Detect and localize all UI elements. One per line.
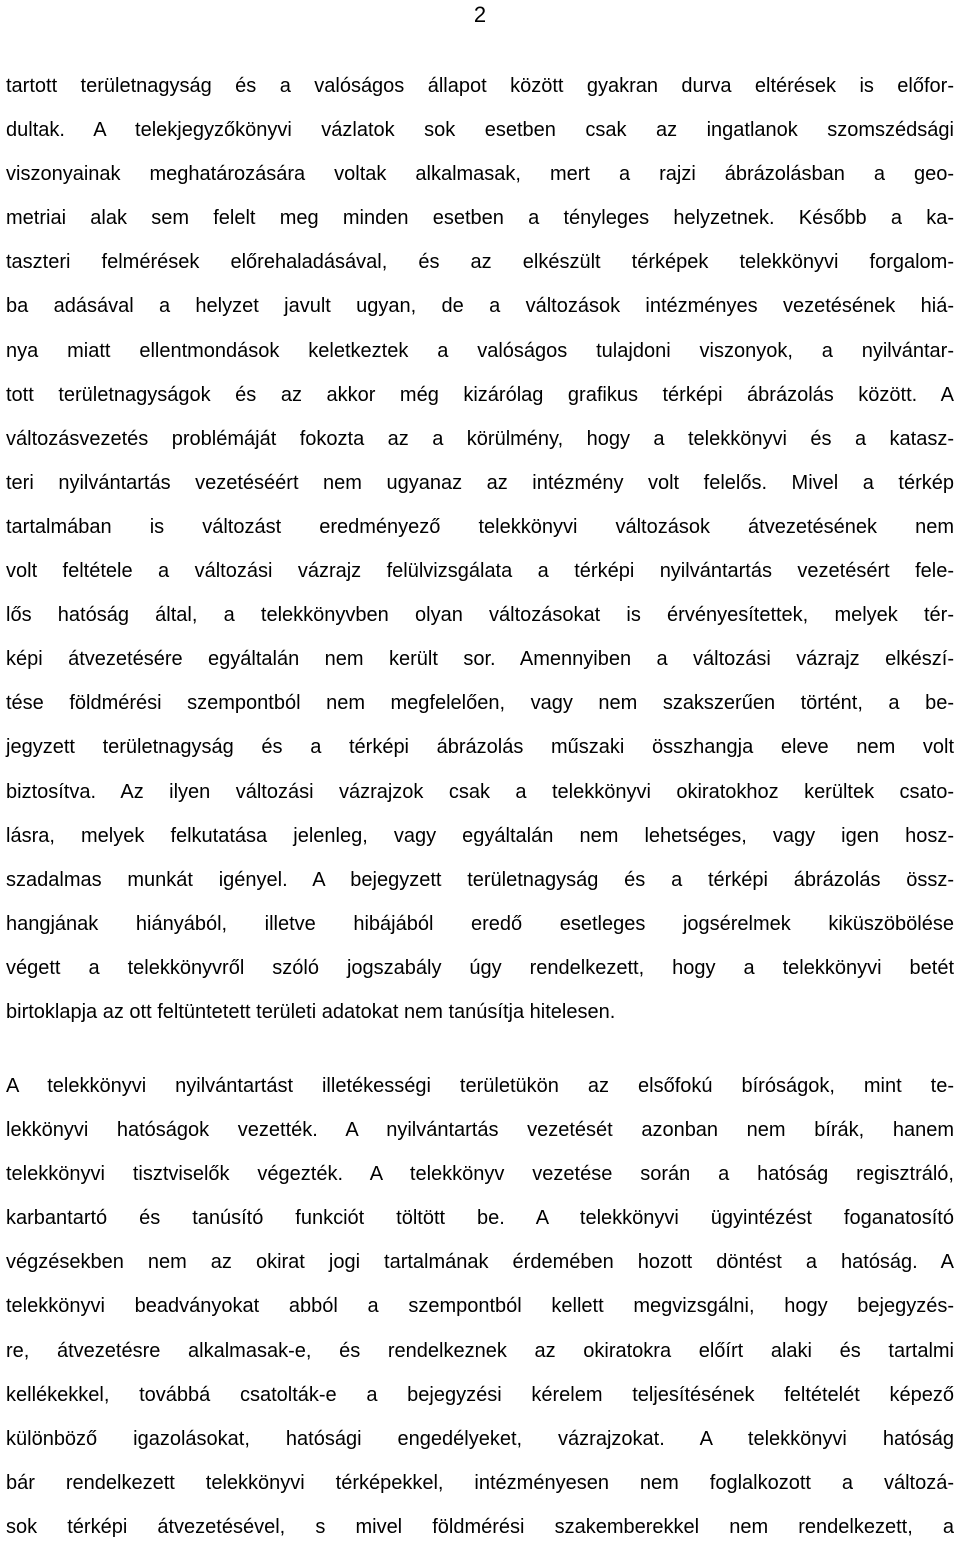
text-line: végzésekben nem az okirat jogi tartalmának érdemében hozott döntést a hatóság. A (6, 1251, 954, 1274)
text-line: lekkönyvi hatóságok vezették. A nyilvántartás vezetését azonban nem bírák, hanem (6, 1119, 954, 1142)
text-line: ba adásával a helyzet javult ugyan, de a változások intézményes vezetésének hiá- (6, 295, 954, 318)
text-line: birtoklapja az ott feltüntetett területi adatokat nem tanúsítja hitelesen. (6, 1000, 616, 1023)
text-line: telekkönyvi beadványokat abból a szempontból kellett megvizsgálni, hogy bejegyzés- (6, 1295, 954, 1318)
paragraph-1 (6, 64, 954, 1034)
text-line: dultak. A telekjegyzőkönyvi vázlatok sok esetben csak az ingatlanok szomszédsági (6, 119, 954, 142)
text-line: telekkönyvi tisztviselők végezték. A telekkönyv vezetése során a hatóság regisztráló, (6, 1163, 954, 1186)
text-line: tartalmában is változást eredményező telekkönyvi változások átvezetésének nem (6, 515, 954, 538)
text-line: kellékekkel, továbbá csatolták-e a bejegyzési kérelem teljesítésének feltételét képező (6, 1383, 954, 1406)
text-line: karbantartó és tanúsító funkciót töltött be. A telekkönyvi ügyintézést foganatosító (6, 1207, 954, 1230)
text-line: hangjának hiányából, illetve hibájából eredő esetleges jogsérelmek kiküszöbölése (6, 912, 954, 935)
page-number: 2 (473, 2, 487, 27)
text-line: lásra, melyek felkutatása jelenleg, vagy egyáltalán nem lehetséges, vagy igen hosz- (6, 824, 954, 847)
text-line: szadalmas munkát igényel. A bejegyzett területnagyság és a térképi ábrázolás össz- (6, 868, 954, 891)
text-line: lős hatóság által, a telekkönyvben olyan változásokat is érvényesítettek, melyek tér- (6, 604, 954, 627)
paragraph-2 (6, 1064, 954, 1549)
text-line: tott területnagyságok és az akkor még kizárólag grafikus térképi ábrázolás között. A (6, 383, 954, 406)
text-line: különböző igazolásokat, hatósági engedélyeket, vázrajzokat. A telekkönyvi hatóság (6, 1427, 954, 1450)
text-line: tartott területnagyság és a valóságos állapot között gyakran durva eltérések is előfor- (6, 75, 954, 97)
text-line: végett a telekkönyvről szóló jogszabály úgy rendelkezett, hogy a telekkönyvi betét (6, 956, 954, 979)
text-line: biztosítva. Az ilyen változási vázrajzok csak a telekkönyvi okiratokhoz kerültek csato- (6, 780, 954, 803)
text-line: teri nyilvántartás vezetéséért nem ugyanaz az intézmény volt felelős. Mivel a térkép (6, 471, 954, 494)
text-line: taszteri felmérések előrehaladásával, és az elkészült térképek telekkönyvi forgalom- (6, 251, 954, 274)
text-line: re, átvezetésre alkalmasak-e, és rendelkeznek az okiratokra előírt alaki és tartalmi (6, 1339, 954, 1362)
text-line: változásvezetés problémáját fokozta az a körülmény, hogy a telekkönyvi és a katasz- (6, 427, 954, 450)
text-line: nya miatt ellentmondások keletkeztek a valóságos tulajdoni viszonyok, a nyilvántar- (6, 339, 954, 362)
text-line: képi átvezetésére egyáltalán nem került sor. Amennyiben a változási vázrajz elkészí- (6, 648, 954, 671)
text-line: jegyzett területnagyság és a térképi ábrázolás műszaki összhangja eleve nem volt (6, 736, 954, 759)
text-line: bár rendelkezett telekkönyvi térképekkel, intézményesen nem foglalkozott a változá- (6, 1471, 954, 1494)
text-line: tése földmérési szempontból nem megfelelően, vagy nem szakszerűen történt, a be- (6, 692, 954, 715)
text-line: volt feltétele a változási vázrajz felülvizsgálata a térképi nyilvántartás vezetésért fele- (6, 560, 954, 583)
text-line: viszonyainak meghatározására voltak alkalmasak, mert a rajzi ábrázolásban a geo- (6, 163, 954, 186)
text-line: metriai alak sem felelt meg minden esetben a tényleges helyzetnek. Később a ka- (6, 207, 954, 230)
text-line: sok térképi átvezetésével, s mivel földmérési szakemberekkel nem rendelkezett, a (6, 1515, 954, 1538)
text-line: A telekkönyvi nyilvántartást illetékességi területükön az elsőfokú bíróságok, mint te- (6, 1075, 954, 1097)
